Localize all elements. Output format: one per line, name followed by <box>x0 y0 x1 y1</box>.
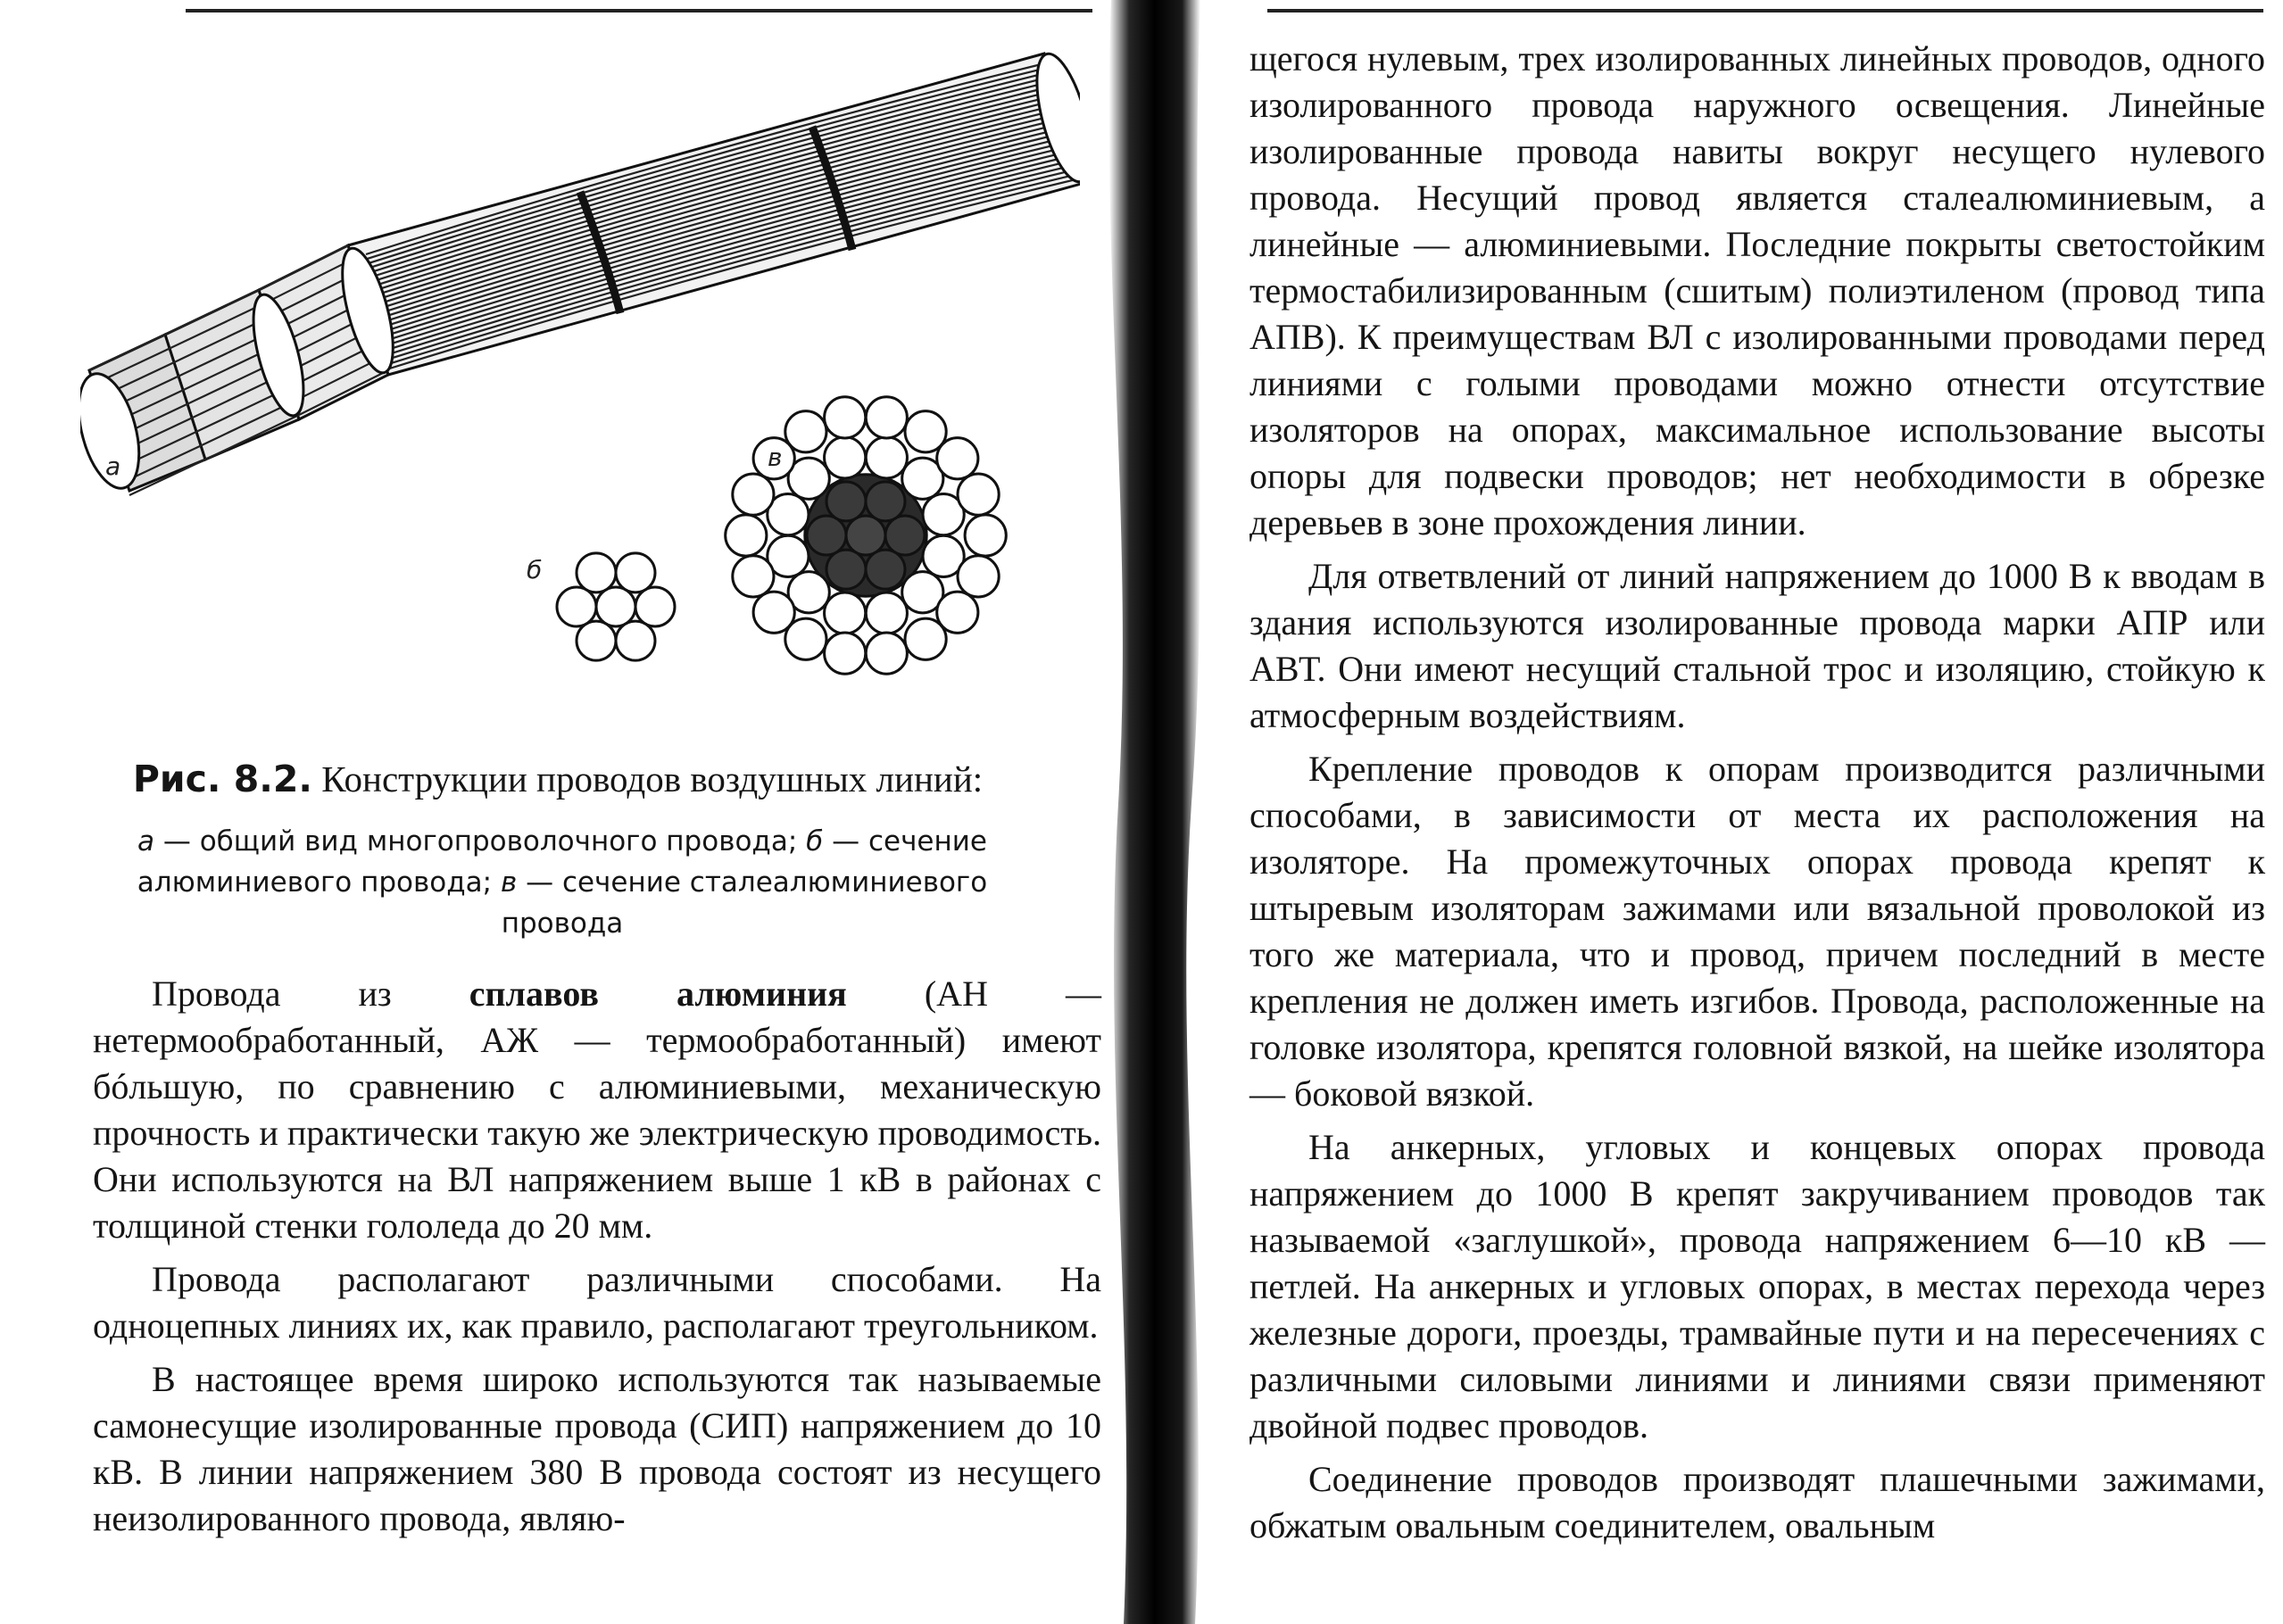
wire-strand-circle <box>577 621 616 660</box>
text-run: На анкерных, угловых и концевых опорах провода напряжением до 1000 В крепят закручиванием проводов так называемой «заглушкой», провода напряжением 6—10 кВ — петлей. На анкерных и угловых опорах, в местах перехода через железные дороги, проезды, трамвайные пути и на пересечениях с различными силовыми линиями и линиями связи применяют двойной подвес проводов. <box>1249 1127 2265 1446</box>
bold-term: сплавов алюминия <box>469 974 847 1014</box>
aluminium-strand-circle <box>958 474 999 515</box>
aluminium-strand-circle <box>937 438 978 479</box>
text-run: Провода располагают различными способами. На одноцепных линиях их, как правило, располагают треугольником. <box>93 1259 1101 1346</box>
aluminium-strand-circle <box>866 437 907 478</box>
legend-text: — сечение алюминиевого провода; <box>137 825 987 899</box>
legend-text: — сечение сталеалюминиевого провода <box>501 866 988 940</box>
aluminium-strand-circle <box>905 618 946 659</box>
text-run: Для ответвлений от линий напряжением до 1000 В к вводам в здания используются изолированные провода марки АПР или АВТ. Они имеют несущий стальной трос и изоляцию, стойкую к атмосферным воздействиям. <box>1249 556 2265 735</box>
figure-label-v: в <box>768 443 783 472</box>
legend-text: — общий вид многопроволочного провода; <box>154 825 807 858</box>
aluminium-strand-circle <box>965 515 1006 556</box>
figure-label-a: а <box>105 452 121 481</box>
wire-strand-circle <box>616 621 655 660</box>
figure-caption-legend <box>116 821 1009 944</box>
aluminium-strand-circle <box>825 397 866 438</box>
aluminium-strand-circle <box>825 592 866 634</box>
paragraph <box>1249 36 2265 546</box>
book-spine-gutter <box>1084 0 1227 1624</box>
figure-number: Рис. 8.2. <box>132 758 312 800</box>
paragraph <box>93 1356 1101 1542</box>
paragraph <box>93 1256 1101 1349</box>
legend-letter: в <box>500 866 518 899</box>
aluminium-strand-circle <box>866 633 907 674</box>
left-page <box>0 0 1116 1624</box>
wire-strand-circle <box>557 587 596 626</box>
aluminium-strand-circle <box>733 556 774 597</box>
text-run: Крепление проводов к опорам производится различными способами, в зависимости от места их расположения на изоляторе. На промежуточных опорах провода крепят к штыревым изоляторам зажимами или вязальной проволокой из того же материала, что и провод, причем последний в месте крепления не должен иметь изгибов. Провода, расположенные на головке изолятора, крепятся головной вязкой, на шейке изолятора — боковой вязкой. <box>1249 749 2265 1114</box>
text-run: щегося нулевым, трех изолированных линейных проводов, одного изолированного провода наружного освещения. Линейные изолированные провода навиты вокруг несущего нулевого провода. Несущий провод является сталеалюминиевым, а линейные — алюминиевыми. Последние покрыты светостойким термостабилизированным (сшитым) полиэтиленом (провод типа АПВ). К преимуществам ВЛ с изолированными проводами перед линиями с голыми проводами можно отнести отсутствие изоляторов на опорах, максимальное использование высоты опоры для подвески проводов; нет необходимости в обрезке деревьев в зоне прохождения линии. <box>1249 38 2265 543</box>
paragraph <box>93 971 1101 1249</box>
paragraph <box>1249 1456 2265 1549</box>
steel-strand-circle <box>807 516 846 555</box>
right-page <box>1169 0 2283 1624</box>
steel-strand-circle <box>826 482 866 521</box>
aluminium-strand-circle <box>733 474 774 515</box>
running-header-rule <box>186 9 1092 12</box>
text-run: В настоящее время широко используются так называемые самонесущие изолированные провода (СИП) напряжением до 10 кВ. В линии напряжением 380 В провода состоят из несущего неизолированного провода, являю- <box>93 1359 1101 1538</box>
aluminium-strand-circle <box>866 592 907 634</box>
aluminium-strand-circle <box>726 515 767 556</box>
steel-aluminium-wire-cross-section <box>726 397 1007 675</box>
figure-8-2-drawing <box>80 27 1080 741</box>
aluminium-strand-circle <box>958 556 999 597</box>
text-run: Провода из <box>152 974 469 1014</box>
paragraph <box>1249 746 2265 1117</box>
aluminium-strand-circle <box>825 633 866 674</box>
text-run: (АН — нетермообработанный, АЖ — термообработанный) имеют бóльшую, по сравнению с алюминиевыми, механическую прочность и практически такую же электрическую проводимость. Они используются на ВЛ напряжением выше 1 кВ в районах с толщиной стенки гололеда до 20 мм. <box>93 974 1101 1246</box>
wire-strand-circle <box>577 553 616 592</box>
steel-strand-circle <box>885 516 925 555</box>
wire-strand-circle <box>616 553 655 592</box>
paragraph <box>1249 553 2265 739</box>
wire-strand-circle <box>596 587 635 626</box>
aluminium-strand-circle <box>825 437 866 478</box>
aluminium-strand-circle <box>785 411 826 452</box>
text-run: Соединение проводов производят плашечными зажимами, обжатым овальным соединителем, овальным <box>1249 1459 2265 1545</box>
figure-title: Конструкции проводов воздушных линий: <box>321 758 984 800</box>
figure-label-b: б <box>527 555 543 584</box>
legend-letter: а <box>137 825 154 858</box>
left-page-body <box>93 971 1101 1549</box>
legend-letter: б <box>806 825 824 858</box>
aluminium-wire-cross-section <box>557 553 675 660</box>
steel-strand-circle <box>846 516 885 555</box>
aluminium-strand-circle <box>866 397 907 438</box>
running-header-rule <box>1267 9 2263 12</box>
paragraph <box>1249 1124 2265 1449</box>
wire-strand-circle <box>635 587 675 626</box>
steel-strand-circle <box>826 550 866 589</box>
right-page-body <box>1249 36 2265 1556</box>
aluminium-strand-circle <box>753 592 794 633</box>
steel-strand-circle <box>866 550 905 589</box>
figure-caption-title <box>0 757 1116 801</box>
steel-strand-circle <box>866 482 905 521</box>
